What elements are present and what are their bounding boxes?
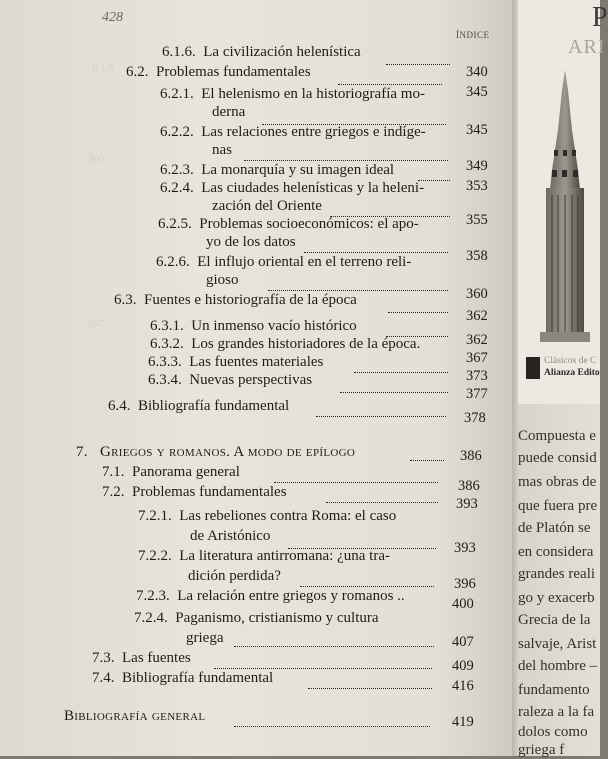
page-ref: 416 (452, 678, 474, 694)
right-page (512, 0, 608, 758)
blurb-line: go y exacerb (518, 590, 595, 606)
leader-dots (234, 646, 434, 647)
leader-dots (340, 392, 448, 393)
page-ref: 355 (466, 212, 488, 228)
toc-entry: 6.2.5. Problemas socioeconómicos: el apo- (158, 216, 419, 232)
toc-entry: 6.2.1. El helenismo en la historiografía mo- (160, 86, 425, 102)
leader-dots (386, 64, 450, 65)
publisher-name: Alianza Edito (544, 368, 600, 378)
leader-dots (244, 160, 448, 161)
page-ref: 407 (452, 634, 474, 650)
leader-dots (410, 460, 444, 461)
series-name: Clásicos de C (544, 356, 597, 366)
book-cover-insert (518, 0, 608, 404)
blurb-line: griega f (518, 742, 565, 758)
toc-entry: 7.3. Las fuentes (92, 650, 191, 666)
page-ref: 409 (452, 658, 474, 674)
bleed-through: 297 (88, 318, 105, 330)
toc-entry: 7.2.1. Las rebeliones contra Roma: el caso (138, 508, 397, 524)
leader-dots (388, 312, 448, 313)
page-ref: 340 (466, 64, 488, 80)
bibliography-entry: Bibliografía general (64, 708, 206, 724)
page-ref: 353 (466, 178, 488, 194)
toc-entry-continued: nas (212, 142, 232, 158)
toc-entry: 7.1. Panorama general (102, 464, 240, 480)
toc-entry: 7.4. Bibliografía fundamental (92, 670, 274, 686)
running-head: ÍNDICE (456, 30, 490, 40)
leader-dots (274, 482, 438, 483)
page-ref: 373 (466, 368, 488, 384)
bleed-through: 305 (88, 152, 105, 164)
toc-entry: 6.3. Fuentes e historiografía de la época (114, 292, 357, 308)
toc-entry: 7.2.4. Paganismo, cristianismo y cultura (134, 610, 379, 626)
toc-entry-continued: derna (212, 104, 246, 120)
page-number: 428 (102, 10, 123, 25)
leader-dots (214, 668, 432, 669)
blurb-line: Grecia de la (518, 612, 591, 628)
publisher-logo-icon (526, 357, 540, 379)
page-ref: 386 (458, 478, 480, 494)
page-ref: 393 (454, 540, 476, 556)
toc-entry: 6.3.4. Nuevas perspectivas (148, 372, 313, 388)
cover-title-letter: P (592, 2, 608, 33)
blurb-line: raleza a la fa (518, 704, 595, 720)
toc-entry-continued: de Aristónico (190, 528, 271, 544)
page-ref: 362 (466, 332, 488, 348)
leader-dots (300, 586, 434, 587)
toc-entry-continued: yo de los datos (206, 234, 296, 250)
leader-dots (308, 688, 432, 689)
toc-entry: 6.1.6. La civilización helenística (162, 44, 361, 60)
leader-dots (316, 416, 446, 417)
page-ref: 345 (466, 84, 488, 100)
blurb-line: que fuera pre (518, 498, 598, 514)
page-ref: 345 (466, 122, 488, 138)
leader-dots (234, 726, 430, 727)
blurb-line: puede consid (518, 450, 597, 466)
toc-entry-continued: zación del Oriente (212, 198, 322, 214)
page-ref: 349 (466, 158, 488, 174)
blurb-line: grandes reali (518, 566, 596, 582)
leader-dots (338, 84, 442, 85)
page-ref: 360 (466, 286, 488, 302)
blurb-line: Compuesta e (518, 428, 596, 444)
toc-entry: 7.2.2. La literatura antirromana: ¿una tra- (138, 548, 390, 564)
leader-dots (268, 290, 448, 291)
toc-entry-continued: griega (186, 630, 224, 646)
cover-author-fragment: ARI (568, 36, 606, 58)
toc-entry-continued: dición perdida? (188, 568, 281, 584)
page-ref: 367 (466, 350, 488, 366)
page-ref: 396 (454, 576, 476, 592)
leader-dots (354, 372, 448, 373)
toc-entry: 7.2.3. La relación entre griegos y romanos .. (136, 588, 405, 604)
toc-entry: 6.2.6. El influjo oriental en el terreno reli- (156, 254, 412, 270)
page-ref: 393 (456, 496, 478, 512)
page-ref: 419 (452, 714, 474, 730)
bleed-through: 6.1.5 (92, 62, 114, 74)
toc-entry: 6.3.3. Las fuentes materiales (148, 354, 324, 370)
page-ref: 358 (466, 248, 488, 264)
toc-entry: 6.2.3. La monarquía y su imagen ideal (160, 162, 395, 178)
toc-entry-continued: gioso (206, 272, 239, 288)
blurb-line: fundamento (518, 682, 590, 698)
blurb-line: dolos como (518, 724, 588, 740)
page-ref: 386 (460, 448, 482, 464)
page-ref: 362 (466, 308, 488, 324)
skyscraper-illustration (530, 70, 600, 350)
toc-entry: 6.3.2. Los grandes historiadores de la época. (150, 336, 421, 352)
toc-entry: 6.4. Bibliografía fundamental (108, 398, 290, 414)
toc-entry: 6.2. Problemas fundamentales (126, 64, 311, 80)
blurb-line: de Platón se (518, 520, 591, 536)
toc-entry: 6.2.4. Las ciudades helenísticas y la heleni- (160, 180, 425, 196)
blurb-line: salvaje, Arist (518, 636, 597, 652)
blurb-line: del hombre – (518, 658, 598, 674)
toc-entry: 7.2. Problemas fundamentales (102, 484, 287, 500)
blurb-line: en considera (518, 544, 594, 560)
toc-entry: 6.3.1. Un inmenso vacío histórico (150, 318, 357, 334)
page-ref: 378 (464, 410, 486, 426)
toc-entry: 6.2.2. Las relaciones entre griegos e indíge- (160, 124, 426, 140)
chapter-entry: 7. Griegos y romanos. A modo de epílogo (76, 444, 356, 460)
page-ref: 400 (452, 596, 474, 612)
page-ref: 377 (466, 386, 488, 402)
blurb-line: mas obras de (518, 474, 597, 490)
leader-dots (326, 502, 438, 503)
leader-dots (304, 252, 448, 253)
